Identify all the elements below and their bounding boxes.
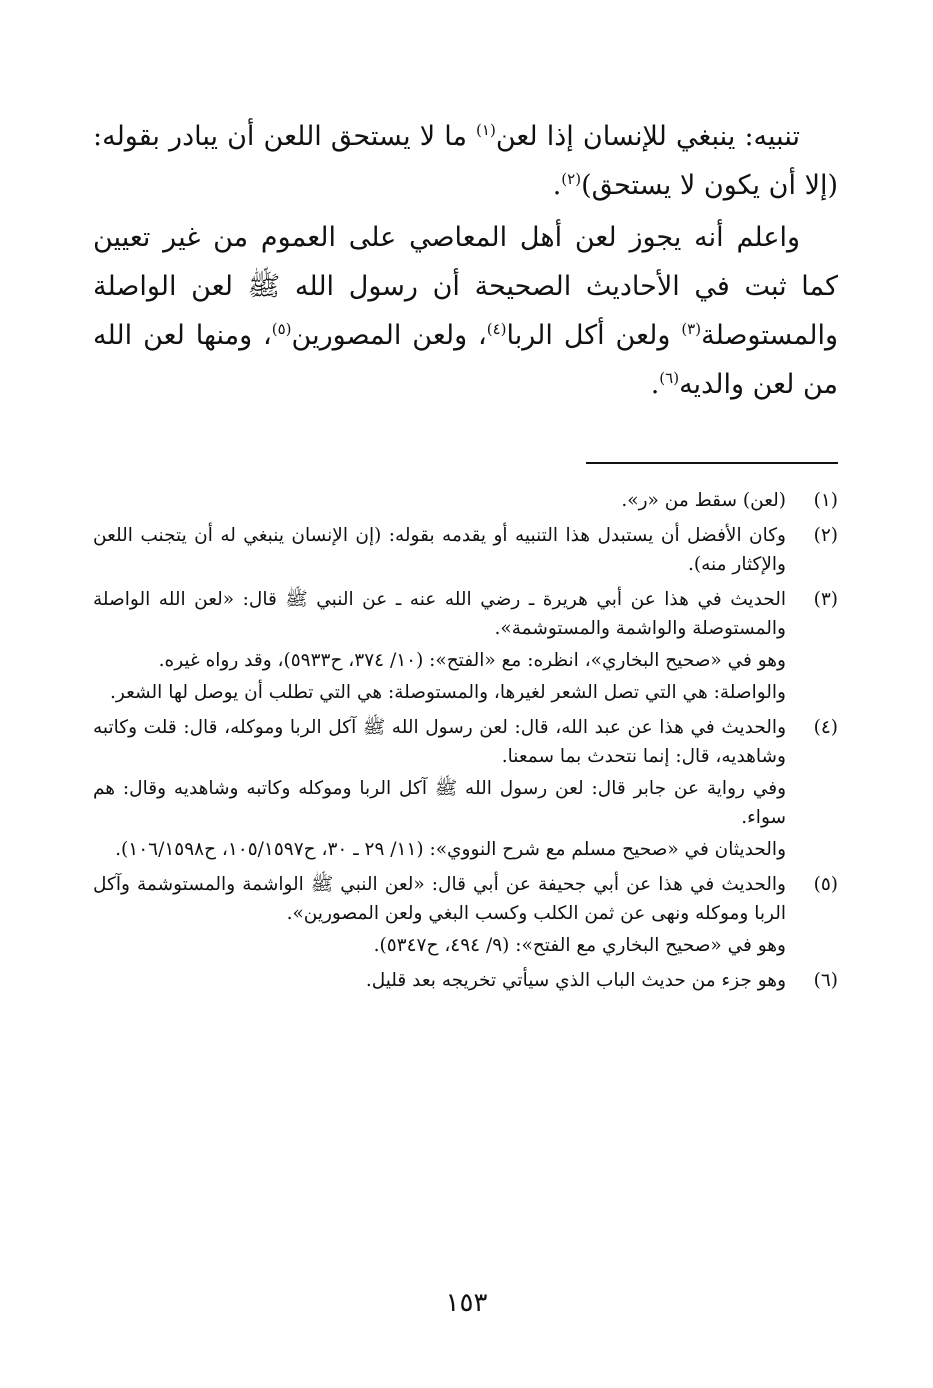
- footnote-number: (٢): [813, 525, 838, 546]
- footnote-5: [93, 870, 838, 963]
- footnote-ref-4[interactable]: (٤): [486, 320, 507, 338]
- page-number: ١٥٣: [445, 1288, 488, 1318]
- footnote-number: (١): [813, 490, 838, 511]
- footnote-body: والحديث في هذا عن أبي جحيفة عن أبي قال: «لعن النبي ﷺ الواشمة والمستوشمة وآكل الربا وموكله ونهى عن ثمن الكلب وكسب البغي ولعن المصورين». وهو في «صحيح البخاري مع الفتح»: (٩/ ٤٩٤، ح٥٣٤٧).: [93, 874, 786, 956]
- footnote-body: والحديث في هذا عن عبد الله، قال: لعن رسول الله ﷺ آكل الربا وموكله، قال: قلت وكاتبه وشاهديه، قال: إنما نتحدث بما سمعنا. وفي رواية عن جابر قال: لعن رسول الله ﷺ آكل الربا وموكله وكاتبه وشاهديه وقال: هم سواء. والحديثان في «صحيح مسلم مع شرح النووي»: (١١/ ٢٩ ـ ٣٠، ح١٠٥/١٥٩٧، ح١٠٦/١٥٩٨).: [93, 717, 786, 860]
- footnote-number: (٣): [813, 589, 838, 610]
- footnote-ref-5[interactable]: (٥): [271, 320, 292, 338]
- footnote-ref-6[interactable]: (٦): [659, 369, 680, 387]
- footnote-number: (٦): [813, 970, 838, 991]
- footnote-ref-1[interactable]: (١): [476, 121, 496, 139]
- main-text: [93, 112, 838, 409]
- footnote-ref-3[interactable]: (٣): [681, 320, 702, 338]
- footnotes: [93, 486, 838, 1001]
- footnote-4: [93, 713, 838, 867]
- paragraph-laan: واعلم أنه يجوز لعن أهل المعاصي على العموم من غير تعيين كما ثبت في الأحاديث الصحيحة أن رسول الله ﷺ لعن الواصلة والمستوصلة$^{(٣)}$ ولعن أكل الربا$^{(٤)}$، ولعن المصورين$^{(٥)}$، ومنها لعن الله من لعن والديه$^{(٦)}$.: [93, 222, 838, 400]
- footnote-number: (٤): [813, 717, 838, 738]
- footnote-body: وهو جزء من حديث الباب الذي سيأتي تخريجه بعد قليل.: [365, 970, 786, 991]
- footnote-body: وكان الأفضل أن يستبدل هذا التنبيه أو يقدمه بقوله: (إن الإنسان ينبغي له أن يتجنب اللعن والإكثار منه).: [93, 525, 786, 575]
- footnote-body: (لعن) سقط من «ر».: [621, 490, 786, 511]
- footnote-ref-2[interactable]: (٢): [561, 170, 582, 188]
- footnote-2: [93, 521, 838, 582]
- footnote-6: [93, 966, 838, 998]
- footnote-separator: [586, 462, 838, 464]
- footnote-number: (٥): [813, 874, 838, 895]
- footnote-1: [93, 486, 838, 518]
- footnote-body: الحديث في هذا عن أبي هريرة ـ رضي الله عنه ـ عن النبي ﷺ قال: «لعن الله الواصلة والمستوصلة والواشمة والمستوشمة». وهو في «صحيح البخاري»، انظره: مع «الفتح»: (١٠/ ٣٧٤، ح٥٩٣٣)، وقد رواه غيره. والواصلة: هي التي تصل الشعر لغيرها، والمستوصلة: هي التي تطلب أن يوصل لها الشعر.: [93, 589, 786, 703]
- paragraph-tanbih: تنبيه: ينبغي للإنسان إذا لعن$^{(١)}$ ما لا يستحق اللعن أن يبادر بقوله: (إلا أن يكون لا يستحق)$^{(٢)}$.: [93, 121, 838, 201]
- footnote-3: [93, 585, 838, 710]
